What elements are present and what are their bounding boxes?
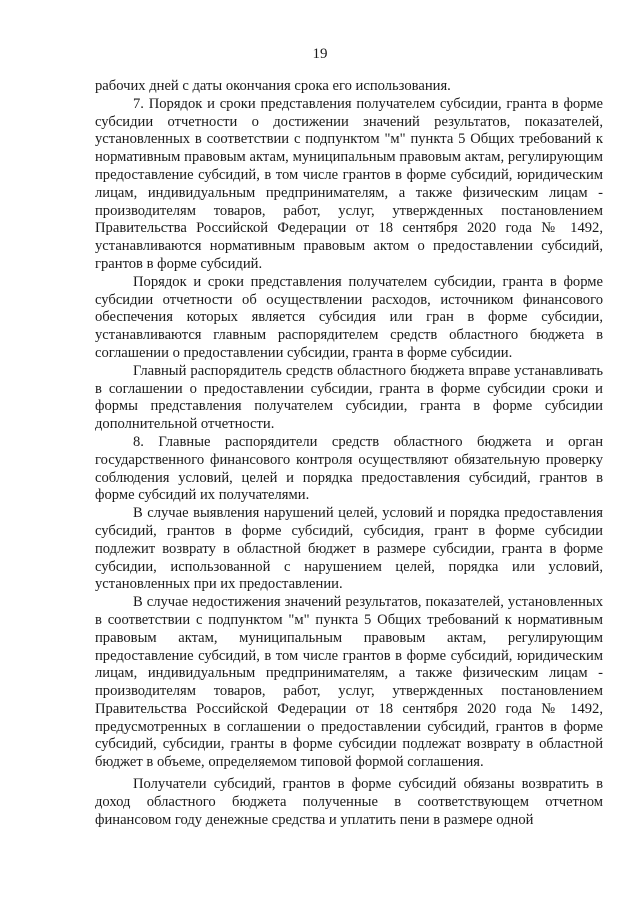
document-body	[95, 78, 603, 829]
paragraph-item-8: 8. Главные распорядители средств областного бюджета и орган государственного финансового контроля осуществляют обязательную проверку соблюдения условий, целей и порядка предоставления субсидий, грантов в форме субсидий их получателями.	[95, 433, 603, 504]
paragraph-item-7: 7. Порядок и сроки представления получателем субсидии, гранта в форме субсидии отчетности о достижении значений результатов, показателей, установленных в соответствии с подпунктом "м" пункта 5 Общих требований к нормативным правовым актам, муниципальным правовым актам, регулирующим предоставление субсидий, в том числе грантов в форме субсидий, юридическим лицам, индивидуальным предпринимателям, а также физическим лицам - производителям товаров, работ, услуг, утвержденных постановлением Правительства Российской Федерации от 18 сентября 2020 года № 1492, устанавливаются нормативным правовым актом о предоставлении субсидий, грантов в форме субсидий.	[95, 95, 603, 272]
paragraph-continuation: рабочих дней с даты окончания срока его использования.	[95, 78, 451, 94]
paragraph-refund-obligation: Получатели субсидий, грантов в форме субсидий обязаны возвратить в доход областного бюджета полученные в соответствующем отчетном финансовом году денежные средства и уплатить пени в размере одной	[95, 776, 603, 828]
page-number: 19	[312, 46, 328, 62]
paragraph-chief-administrator: Главный распорядитель средств областного бюджета вправе устанавливать в соглашении о предоставлении субсидии, гранта в форме субсидии сроки и формы представления получателем субсидии, гранта в форме субсидии дополнительной отчетности.	[95, 362, 603, 433]
paragraph-reporting-order: Порядок и сроки представления получателем субсидии, гранта в форме субсидии отчетности об осуществлении расходов, источником финансового обеспечения которых является субсидия или гран в форме субсидии, устанавливаются главным распорядителем средств областного бюджета в соглашении о предоставлении субсидии, гранта в форме субсидии.	[95, 273, 603, 361]
paragraph-violations: В случае выявления нарушений целей, условий и порядка предоставления субсидий, грантов в форме субсидий, субсидия, грант в форме субсидии подлежит возврату в областной бюджет в размере субсидии, гранта в форме субсидии, использованной с нарушением целей, порядка или условий, установленных при их предоставлении.	[95, 505, 603, 593]
paragraph-non-achievement: В случае недостижения значений результатов, показателей, установленных в соответствии с подпунктом "м" пункта 5 Общих требований к нормативным правовым актам, муниципальным правовым актам, регулирующим предоставление субсидий, в том числе грантов в форме субсидий, юридическим лицам, индивидуальным предпринимателям, а также физическим лицам - производителям товаров, работ, услуг, утвержденных постановлением Правительства Российской Федерации от 18 сентября 2020 года № 1492, предусмотренных в соглашении о предоставлении субсидий, грантов в форме субсидий, субсидии, гранты в форме субсидии подлежат возврату в областной бюджет в объеме, определяемом типовой формой соглашения.	[95, 594, 603, 771]
